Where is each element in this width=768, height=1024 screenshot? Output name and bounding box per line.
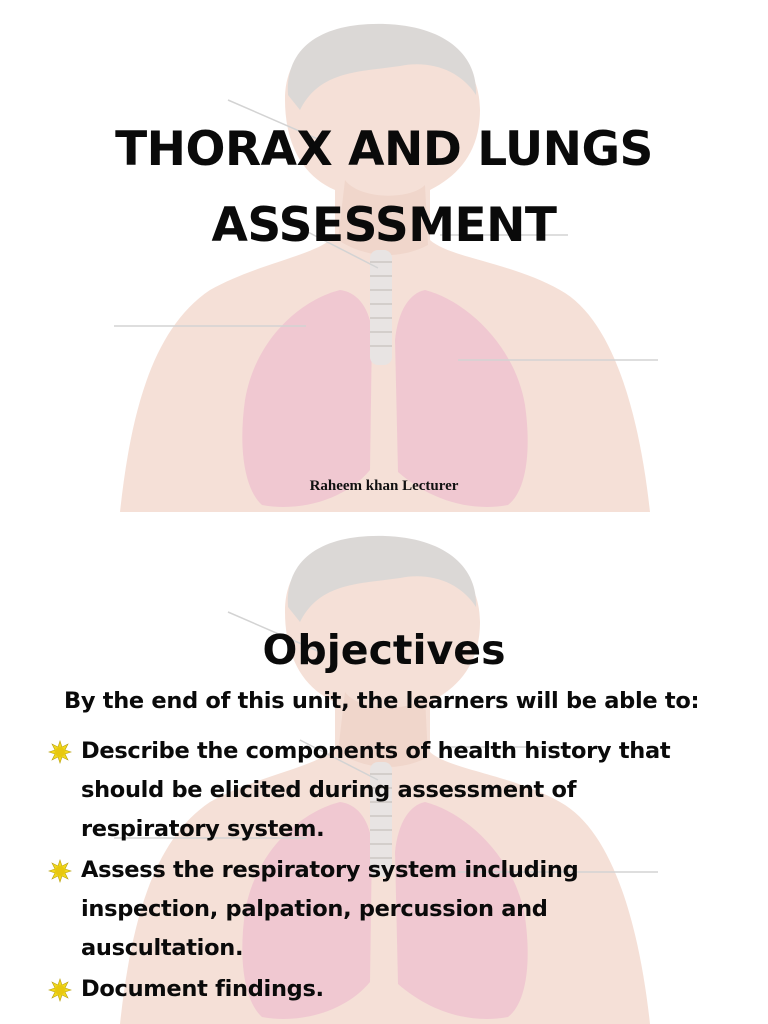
objectives-slide <box>0 512 768 1024</box>
list-item <box>48 851 758 968</box>
list-item-line: Document findings. <box>81 976 324 1002</box>
objectives-list <box>48 732 758 1011</box>
list-item <box>48 970 758 1009</box>
sun-bullet-icon <box>48 978 72 1002</box>
slide-title-line-2: ASSESSMENT <box>211 198 557 253</box>
list-item-line: respiratory system. <box>81 816 325 842</box>
objectives-title: Objectives <box>262 626 506 674</box>
list-item-line: Describe the components of health history that <box>81 738 671 764</box>
author-credit: Raheem khan Lecturer <box>309 478 459 494</box>
list-item-line: auscultation. <box>81 935 244 961</box>
list-item-line: Assess the respiratory system including <box>81 857 579 883</box>
slide-title-line-1: THORAX AND LUNGS <box>115 122 653 177</box>
list-item <box>48 732 758 849</box>
sun-bullet-icon <box>48 740 72 764</box>
sun-bullet-icon <box>48 859 72 883</box>
list-item-line: should be elicited during assessment of <box>81 777 577 803</box>
slide-title <box>0 112 768 264</box>
list-item-line: inspection, palpation, percussion and <box>81 896 548 922</box>
objectives-intro: By the end of this unit, the learners will be able to: <box>64 688 700 714</box>
